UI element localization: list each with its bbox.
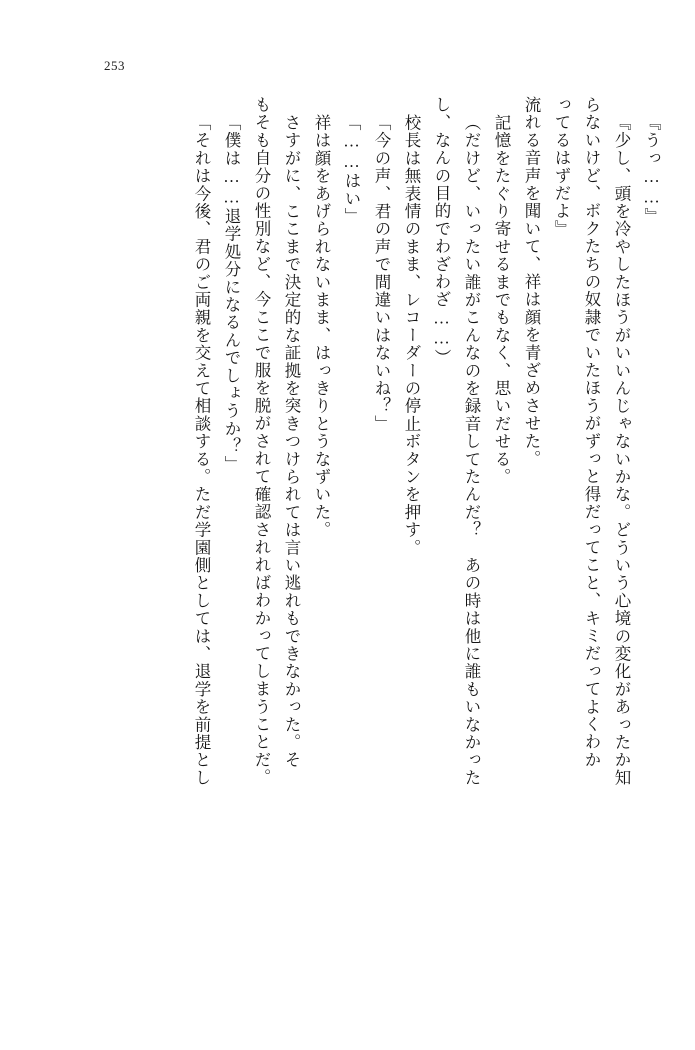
text-column: ってるはずだよ』 <box>552 96 571 238</box>
text-column: 校長は無表情のまま、レコーダーの停止ボタンを押す。 <box>402 114 421 557</box>
text-column: 『うっ……』 <box>642 114 661 226</box>
page-number: 253 <box>104 58 125 73</box>
text-column: 『少し、頭を冷やしたほうがいいんじゃないかな。どういう心境の変化があったか知 <box>612 114 631 787</box>
text-column: 祥は顔をあげられないまま、はっきりとうなずいた。 <box>312 114 331 539</box>
text-column: 「僕は……退学処分になるんでしょうか？」 <box>222 114 241 473</box>
text-column: もそも自分の性別など、今ここで服を脱がされて確認されればわかってしまうことだ。 <box>252 96 271 787</box>
text-column: 流れる音声を聞いて、祥は顔を青ざめさせた。 <box>522 96 541 468</box>
text-column: さすがに、ここまで決定的な証拠を突きつけられては言い逃れもできなかった。そ <box>282 114 301 769</box>
text-column: 「今の声、君の声で間違いはないね？」 <box>372 114 391 433</box>
text-column: 「……はい」 <box>342 114 361 226</box>
text-column: らないけど、ボクたちの奴隷でいたほうがずっと得だってこと、キミだってよくわか <box>582 96 601 769</box>
text-column: し、なんの目的でわざわざ……） <box>432 96 451 367</box>
text-column: （だけど、いったい誰がこんなのを録音してたんだ？ あの時は他に誰もいなかった <box>462 114 481 787</box>
text-column: 記憶をたぐり寄せるまでもなく、思いだせる。 <box>492 114 511 486</box>
text-column: 「それは今後、君のご両親を交えて相談する。ただ学園側としては、退学を前提とし <box>192 114 211 787</box>
vertical-text-body <box>179 96 659 966</box>
